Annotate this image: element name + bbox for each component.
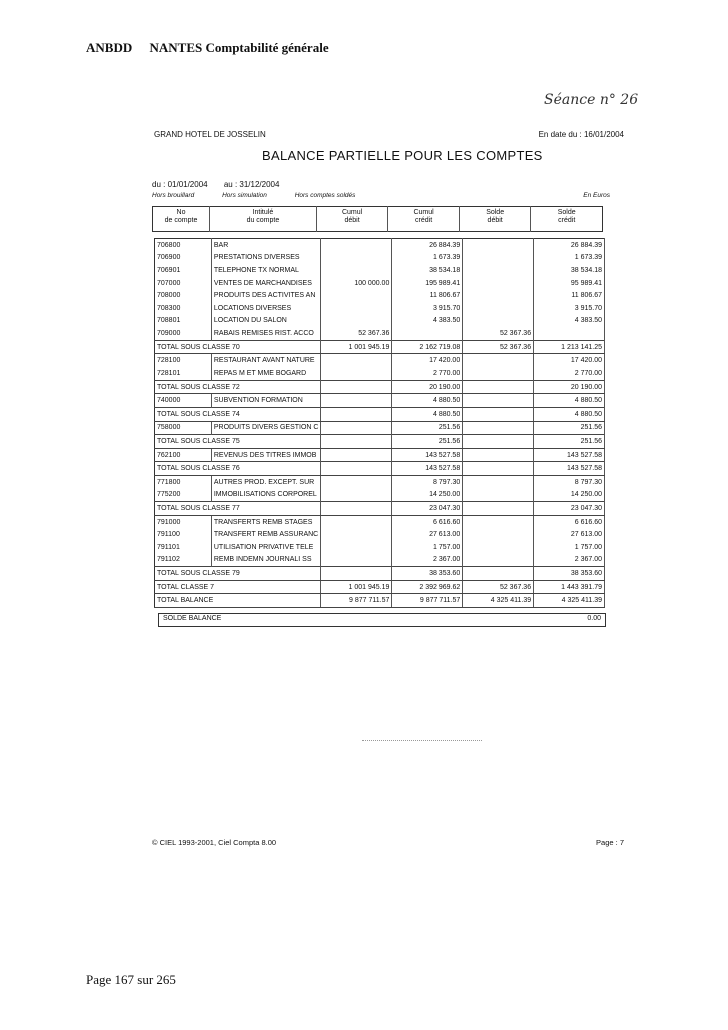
total-row xyxy=(155,567,605,581)
table-row xyxy=(155,289,605,302)
solde-credit: 23 047.30 xyxy=(534,502,605,516)
solde-debit xyxy=(463,264,534,277)
currency-label: En Euros xyxy=(583,192,610,199)
cumul-debit xyxy=(321,475,392,488)
total-row xyxy=(155,435,605,449)
solde-credit: 20 190.00 xyxy=(534,380,605,394)
cumul-credit: 23 047.30 xyxy=(392,502,463,516)
solde-credit: 2 367.00 xyxy=(534,554,605,567)
solde-credit: 3 915.70 xyxy=(534,302,605,315)
account-label: TELEPHONE TX NORMAL xyxy=(211,264,321,277)
table-row xyxy=(155,264,605,277)
solde-credit: 38 353.60 xyxy=(534,567,605,581)
table-row xyxy=(155,528,605,541)
cumul-debit xyxy=(321,567,392,581)
solde-credit: 143 527.58 xyxy=(534,462,605,476)
cumul-debit xyxy=(321,435,392,449)
account-label: IMMOBILISATIONS CORPOREL xyxy=(211,489,321,502)
cumul-credit: 195 989.41 xyxy=(392,277,463,290)
account-number: 771800 xyxy=(155,475,212,488)
account-label: LOCATIONS DIVERSES xyxy=(211,302,321,315)
report-title: BALANCE PARTIELLE POUR LES COMPTES xyxy=(262,148,543,163)
account-number: 791100 xyxy=(155,528,212,541)
solde-debit xyxy=(463,354,534,367)
balance-table xyxy=(154,238,605,608)
header-org: ANBDD xyxy=(86,40,133,55)
solde-debit: 52 367.36 xyxy=(463,580,534,594)
solde-debit: 52 367.36 xyxy=(463,327,534,340)
solde-credit: 11 806.67 xyxy=(534,289,605,302)
cumul-debit xyxy=(321,264,392,277)
cumul-credit: 38 534.18 xyxy=(392,264,463,277)
account-label: VENTES DE MARCHANDISES xyxy=(211,277,321,290)
solde-debit xyxy=(463,554,534,567)
cumul-credit: 4 880.50 xyxy=(392,407,463,421)
col-solde-credit: Solde crédit xyxy=(531,207,603,232)
col-solde-debit: Solde débit xyxy=(459,207,531,232)
solde-credit: 1 673.39 xyxy=(534,252,605,265)
total-row xyxy=(155,340,605,354)
account-number: 791101 xyxy=(155,541,212,554)
table-row xyxy=(155,554,605,567)
table-row xyxy=(155,302,605,315)
cumul-debit xyxy=(321,515,392,528)
scan-noise xyxy=(362,740,482,741)
account-number: 758000 xyxy=(155,421,212,435)
col-no: No de compte xyxy=(164,209,198,224)
cumul-credit: 251.56 xyxy=(392,435,463,449)
solde-credit: 1 443 391.79 xyxy=(534,580,605,594)
solde-debit xyxy=(463,567,534,581)
solde-debit xyxy=(463,448,534,462)
table-row xyxy=(155,239,605,252)
cumul-credit: 8 797.30 xyxy=(392,475,463,488)
cumul-credit: 251.56 xyxy=(392,421,463,435)
account-label: REVENUS DES TITRES IMMOB xyxy=(211,448,321,462)
total-row xyxy=(155,502,605,516)
account-label: BAR xyxy=(211,239,321,252)
solde-debit xyxy=(463,252,534,265)
solde-debit xyxy=(463,502,534,516)
cumul-credit: 26 884.39 xyxy=(392,239,463,252)
account-number: 762100 xyxy=(155,448,212,462)
cumul-debit: 9 877 711.57 xyxy=(321,594,392,608)
scan-page-number: Page : 7 xyxy=(596,838,624,847)
solde-credit: 17 420.00 xyxy=(534,354,605,367)
cumul-credit: 14 250.00 xyxy=(392,489,463,502)
solde-label: SOLDE BALANCE xyxy=(163,615,222,622)
solde-credit: 251.56 xyxy=(534,435,605,449)
solde-credit: 27 613.00 xyxy=(534,528,605,541)
account-number: 791102 xyxy=(155,554,212,567)
account-number: 775200 xyxy=(155,489,212,502)
solde-debit xyxy=(463,407,534,421)
table-row xyxy=(155,515,605,528)
solde-debit xyxy=(463,462,534,476)
solde-debit xyxy=(463,475,534,488)
total-row xyxy=(155,462,605,476)
account-label: AUTRES PROD. EXCEPT. SUR xyxy=(211,475,321,488)
cumul-credit: 143 527.58 xyxy=(392,448,463,462)
total-row xyxy=(155,580,605,594)
account-label: PRESTATIONS DIVERSES xyxy=(211,252,321,265)
solde-credit: 95 989.41 xyxy=(534,277,605,290)
table-row xyxy=(155,394,605,408)
table-row xyxy=(155,277,605,290)
table-row xyxy=(155,354,605,367)
account-label: PRODUITS DIVERS GESTION C xyxy=(211,421,321,435)
print-date: En date du : 16/01/2004 xyxy=(538,130,624,139)
account-number: 708801 xyxy=(155,315,212,328)
table-row xyxy=(155,367,605,380)
total-label: TOTAL SOUS CLASSE 70 xyxy=(155,340,321,354)
cumul-credit xyxy=(392,327,463,340)
solde-credit: 2 770.00 xyxy=(534,367,605,380)
total-label: TOTAL SOUS CLASSE 72 xyxy=(155,380,321,394)
solde-debit xyxy=(463,541,534,554)
cumul-debit: 100 000.00 xyxy=(321,277,392,290)
account-number: 707000 xyxy=(155,277,212,290)
col-intitule: Intitulé du compte xyxy=(210,207,317,232)
table-row xyxy=(155,421,605,435)
solde-balance xyxy=(158,613,606,627)
solde-debit xyxy=(463,515,534,528)
solde-debit xyxy=(463,367,534,380)
cumul-debit xyxy=(321,315,392,328)
solde-debit: 52 367.36 xyxy=(463,340,534,354)
cumul-debit xyxy=(321,380,392,394)
cumul-credit: 11 806.67 xyxy=(392,289,463,302)
solde-credit: 4 880.50 xyxy=(534,394,605,408)
table-row xyxy=(155,475,605,488)
account-number: 708000 xyxy=(155,289,212,302)
total-label: TOTAL SOUS CLASSE 75 xyxy=(155,435,321,449)
scanned-balance-sheet xyxy=(142,122,632,862)
account-number: 706901 xyxy=(155,264,212,277)
total-label: TOTAL BALANCE xyxy=(155,594,321,608)
cumul-credit: 6 616.60 xyxy=(392,515,463,528)
solde-debit xyxy=(463,380,534,394)
period-from: du : 01/01/2004 xyxy=(152,180,208,189)
solde-debit xyxy=(463,421,534,435)
table-row xyxy=(155,315,605,328)
account-number: 709000 xyxy=(155,327,212,340)
account-number: 706800 xyxy=(155,239,212,252)
cumul-credit: 4 880.50 xyxy=(392,394,463,408)
solde-debit: 4 325 411.39 xyxy=(463,594,534,608)
col-cumul-debit: Cumul débit xyxy=(316,207,388,232)
cumul-debit xyxy=(321,367,392,380)
cumul-credit: 2 367.00 xyxy=(392,554,463,567)
account-label: TRANSFERTS REMB STAGES xyxy=(211,515,321,528)
cumul-debit xyxy=(321,541,392,554)
solde-credit: 4 880.50 xyxy=(534,407,605,421)
solde-credit: 38 534.18 xyxy=(534,264,605,277)
cumul-debit xyxy=(321,462,392,476)
solde-credit xyxy=(534,327,605,340)
cumul-credit: 4 383.50 xyxy=(392,315,463,328)
header-title: NANTES Comptabilité générale xyxy=(149,40,329,55)
cumul-debit xyxy=(321,421,392,435)
account-label: PRODUITS DES ACTIVITES AN xyxy=(211,289,321,302)
cumul-debit xyxy=(321,554,392,567)
account-number: 791000 xyxy=(155,515,212,528)
cumul-credit: 20 190.00 xyxy=(392,380,463,394)
period xyxy=(152,180,293,189)
handwritten-note: Séance n° 26 xyxy=(544,92,639,108)
mode-soldes: Hors comptes soldés xyxy=(294,192,356,199)
cumul-debit xyxy=(321,502,392,516)
solde-credit: 1 757.00 xyxy=(534,541,605,554)
filter-modes xyxy=(152,192,381,199)
cumul-debit: 52 367.36 xyxy=(321,327,392,340)
cumul-debit xyxy=(321,354,392,367)
solde-debit xyxy=(463,435,534,449)
company-name: GRAND HOTEL DE JOSSELIN xyxy=(154,130,266,139)
cumul-credit: 143 527.58 xyxy=(392,462,463,476)
table-row xyxy=(155,541,605,554)
account-number: 740000 xyxy=(155,394,212,408)
period-to: au : 31/12/2004 xyxy=(223,180,280,189)
solde-credit: 6 616.60 xyxy=(534,515,605,528)
mode-simulation: Hors simulation xyxy=(222,192,267,199)
cumul-debit: 1 001 945.19 xyxy=(321,340,392,354)
cumul-credit: 2 392 969.62 xyxy=(392,580,463,594)
col-cumul-credit: Cumul crédit xyxy=(388,207,460,232)
total-row xyxy=(155,407,605,421)
table-row xyxy=(155,489,605,502)
cumul-credit: 2 770.00 xyxy=(392,367,463,380)
total-row xyxy=(155,594,605,608)
total-label: TOTAL SOUS CLASSE 79 xyxy=(155,567,321,581)
account-label: LOCATION DU SALON xyxy=(211,315,321,328)
solde-credit: 4 325 411.39 xyxy=(534,594,605,608)
page-footer: Page 167 sur 265 xyxy=(86,972,176,987)
solde-value: 0.00 xyxy=(587,615,601,622)
cumul-debit xyxy=(321,239,392,252)
solde-credit: 4 383.50 xyxy=(534,315,605,328)
solde-debit xyxy=(463,289,534,302)
cumul-debit xyxy=(321,252,392,265)
account-label: TRANSFERT REMB ASSURANC xyxy=(211,528,321,541)
cumul-credit: 2 162 719.08 xyxy=(392,340,463,354)
account-label: RESTAURANT AVANT NATURE xyxy=(211,354,321,367)
solde-debit xyxy=(463,489,534,502)
cumul-debit xyxy=(321,528,392,541)
cumul-debit: 1 001 945.19 xyxy=(321,580,392,594)
cumul-credit: 1 757.00 xyxy=(392,541,463,554)
account-number: 706900 xyxy=(155,252,212,265)
solde-debit xyxy=(463,239,534,252)
solde-debit xyxy=(463,315,534,328)
cumul-credit: 9 877 711.57 xyxy=(392,594,463,608)
cumul-debit xyxy=(321,407,392,421)
total-label: TOTAL SOUS CLASSE 77 xyxy=(155,502,321,516)
cumul-credit: 1 673.39 xyxy=(392,252,463,265)
total-label: TOTAL CLASSE 7 xyxy=(155,580,321,594)
table-row xyxy=(155,448,605,462)
column-headers xyxy=(152,206,603,232)
software-credit: © CIEL 1993-2001, Ciel Compta 8.00 xyxy=(152,838,277,847)
cumul-credit: 27 613.00 xyxy=(392,528,463,541)
document-header xyxy=(86,40,343,56)
total-row xyxy=(155,380,605,394)
cumul-debit xyxy=(321,302,392,315)
solde-debit xyxy=(463,394,534,408)
total-label: TOTAL SOUS CLASSE 74 xyxy=(155,407,321,421)
solde-credit: 8 797.30 xyxy=(534,475,605,488)
solde-credit: 251.56 xyxy=(534,421,605,435)
mode-brouillard: Hors brouillard xyxy=(152,192,195,199)
solde-credit: 1 213 141.25 xyxy=(534,340,605,354)
solde-credit: 26 884.39 xyxy=(534,239,605,252)
cumul-debit xyxy=(321,394,392,408)
table-row xyxy=(155,327,605,340)
account-number: 708300 xyxy=(155,302,212,315)
cumul-debit xyxy=(321,489,392,502)
total-label: TOTAL SOUS CLASSE 76 xyxy=(155,462,321,476)
account-label: REMB INDEMN JOURNALI SS xyxy=(211,554,321,567)
cumul-credit: 3 915.70 xyxy=(392,302,463,315)
account-label: RABAIS REMISES RIST. ACCO xyxy=(211,327,321,340)
cumul-debit xyxy=(321,448,392,462)
account-number: 728101 xyxy=(155,367,212,380)
account-label: REPAS M ET MME BOGARD xyxy=(211,367,321,380)
solde-debit xyxy=(463,277,534,290)
cumul-credit: 38 353.60 xyxy=(392,567,463,581)
solde-debit xyxy=(463,302,534,315)
solde-credit: 143 527.58 xyxy=(534,448,605,462)
table-row xyxy=(155,252,605,265)
cumul-credit: 17 420.00 xyxy=(392,354,463,367)
solde-credit: 14 250.00 xyxy=(534,489,605,502)
cumul-debit xyxy=(321,289,392,302)
solde-debit xyxy=(463,528,534,541)
account-label: SUBVENTION FORMATION xyxy=(211,394,321,408)
account-label: UTILISATION PRIVATIVE TELE xyxy=(211,541,321,554)
account-number: 728100 xyxy=(155,354,212,367)
